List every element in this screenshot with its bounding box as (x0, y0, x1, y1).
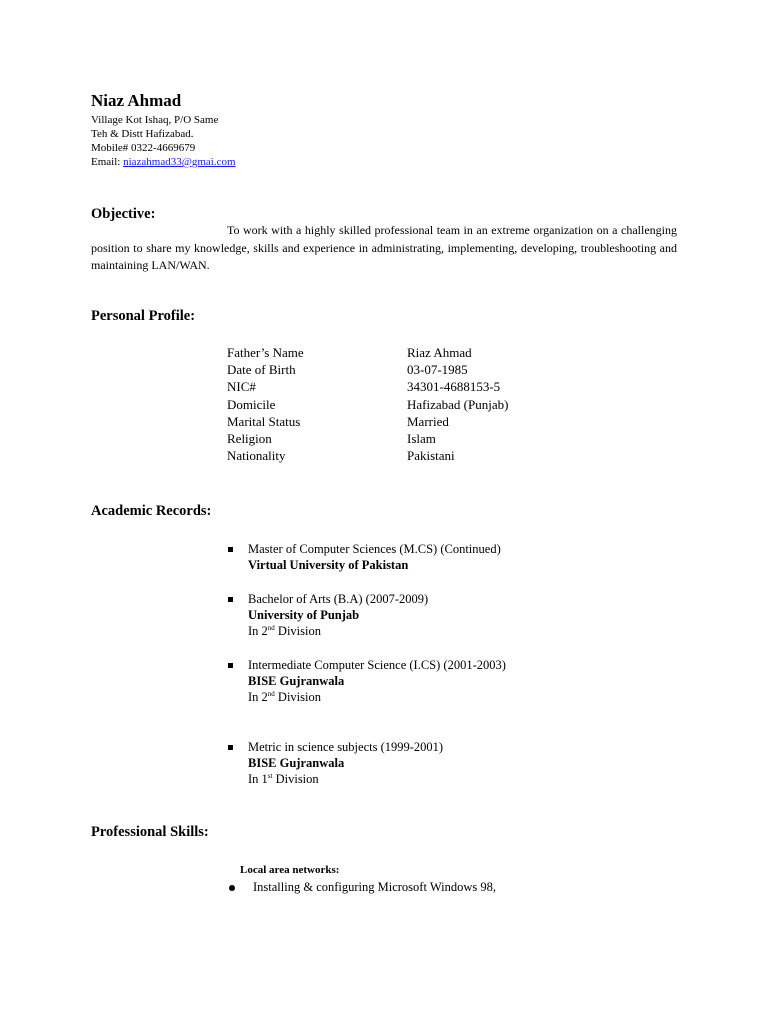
round-bullet-icon (229, 885, 235, 891)
profile-label: Date of Birth (227, 362, 296, 377)
profile-value: Married (407, 414, 449, 429)
profile-value: Pakistani (407, 448, 455, 463)
institution-name: BISE Gujranwala (248, 674, 345, 688)
profile-row (227, 448, 627, 465)
profile-label: Religion (227, 431, 272, 446)
profile-value: Hafizabad (Punjab) (407, 397, 509, 412)
profile-row (227, 379, 627, 396)
division-text: In 2nd Division (248, 690, 321, 704)
email-label: Email: (91, 156, 124, 168)
institution-name: BISE Gujranwala (248, 756, 345, 770)
profile-value: 03-07-1985 (407, 362, 468, 377)
square-bullet-icon (228, 547, 233, 552)
profile-label: Marital Status (227, 414, 301, 429)
academic-records-heading: Academic Records: (91, 503, 212, 519)
candidate-name: Niaz Ahmad (91, 91, 182, 110)
email-line (91, 155, 236, 169)
division-text: In 1st Division (248, 772, 319, 786)
institution-name: University of Punjab (248, 608, 360, 622)
profile-row (227, 414, 627, 431)
profile-label: Nationality (227, 448, 286, 463)
profile-row (227, 397, 627, 414)
objective-text: To work with a highly skilled professional team in an extreme organization on a challenging position to share my knowledge, skills and experience in administrating, implementing, developing, troubleshooting and maintaining LAN/WAN. (91, 223, 677, 272)
skill-item: Installing & configuring Microsoft Windows 98, (253, 880, 496, 894)
profile-row (227, 431, 627, 448)
division-text: In 2nd Division (248, 624, 321, 638)
degree-title: Metric in science subjects (1999-2001) (248, 740, 444, 754)
square-bullet-icon (228, 745, 233, 750)
profile-label: Father’s Name (227, 345, 304, 360)
profile-label: NIC# (227, 379, 256, 394)
institution-name: Virtual University of Pakistan (248, 558, 409, 572)
profile-label: Domicile (227, 397, 276, 412)
mobile-number: Mobile# 0322-4669679 (91, 142, 196, 154)
square-bullet-icon (228, 597, 233, 602)
address-line-1: Village Kot Ishaq, P/O Same (91, 114, 219, 126)
personal-profile-heading: Personal Profile: (91, 308, 196, 324)
profile-value: 34301-4688153-5 (407, 379, 501, 394)
profile-row (227, 345, 627, 362)
degree-title: Bachelor of Arts (B.A) (2007-2009) (248, 592, 429, 606)
profile-value: Islam (407, 431, 436, 446)
skills-subheading: Local area networks: (240, 864, 340, 876)
email-link[interactable]: niazahmad33@gmai.com (123, 156, 236, 168)
square-bullet-icon (228, 663, 233, 668)
professional-skills-heading: Professional Skills: (91, 824, 209, 840)
objective-heading: Objective: (91, 206, 156, 222)
address-line-2: Teh & Distt Hafizabad. (91, 128, 194, 140)
degree-title: Intermediate Computer Science (I.CS) (2001-2003) (248, 658, 506, 672)
degree-title: Master of Computer Sciences (M.CS) (Continued) (248, 542, 501, 556)
profile-row (227, 362, 627, 379)
profile-value: Riaz Ahmad (407, 345, 472, 360)
